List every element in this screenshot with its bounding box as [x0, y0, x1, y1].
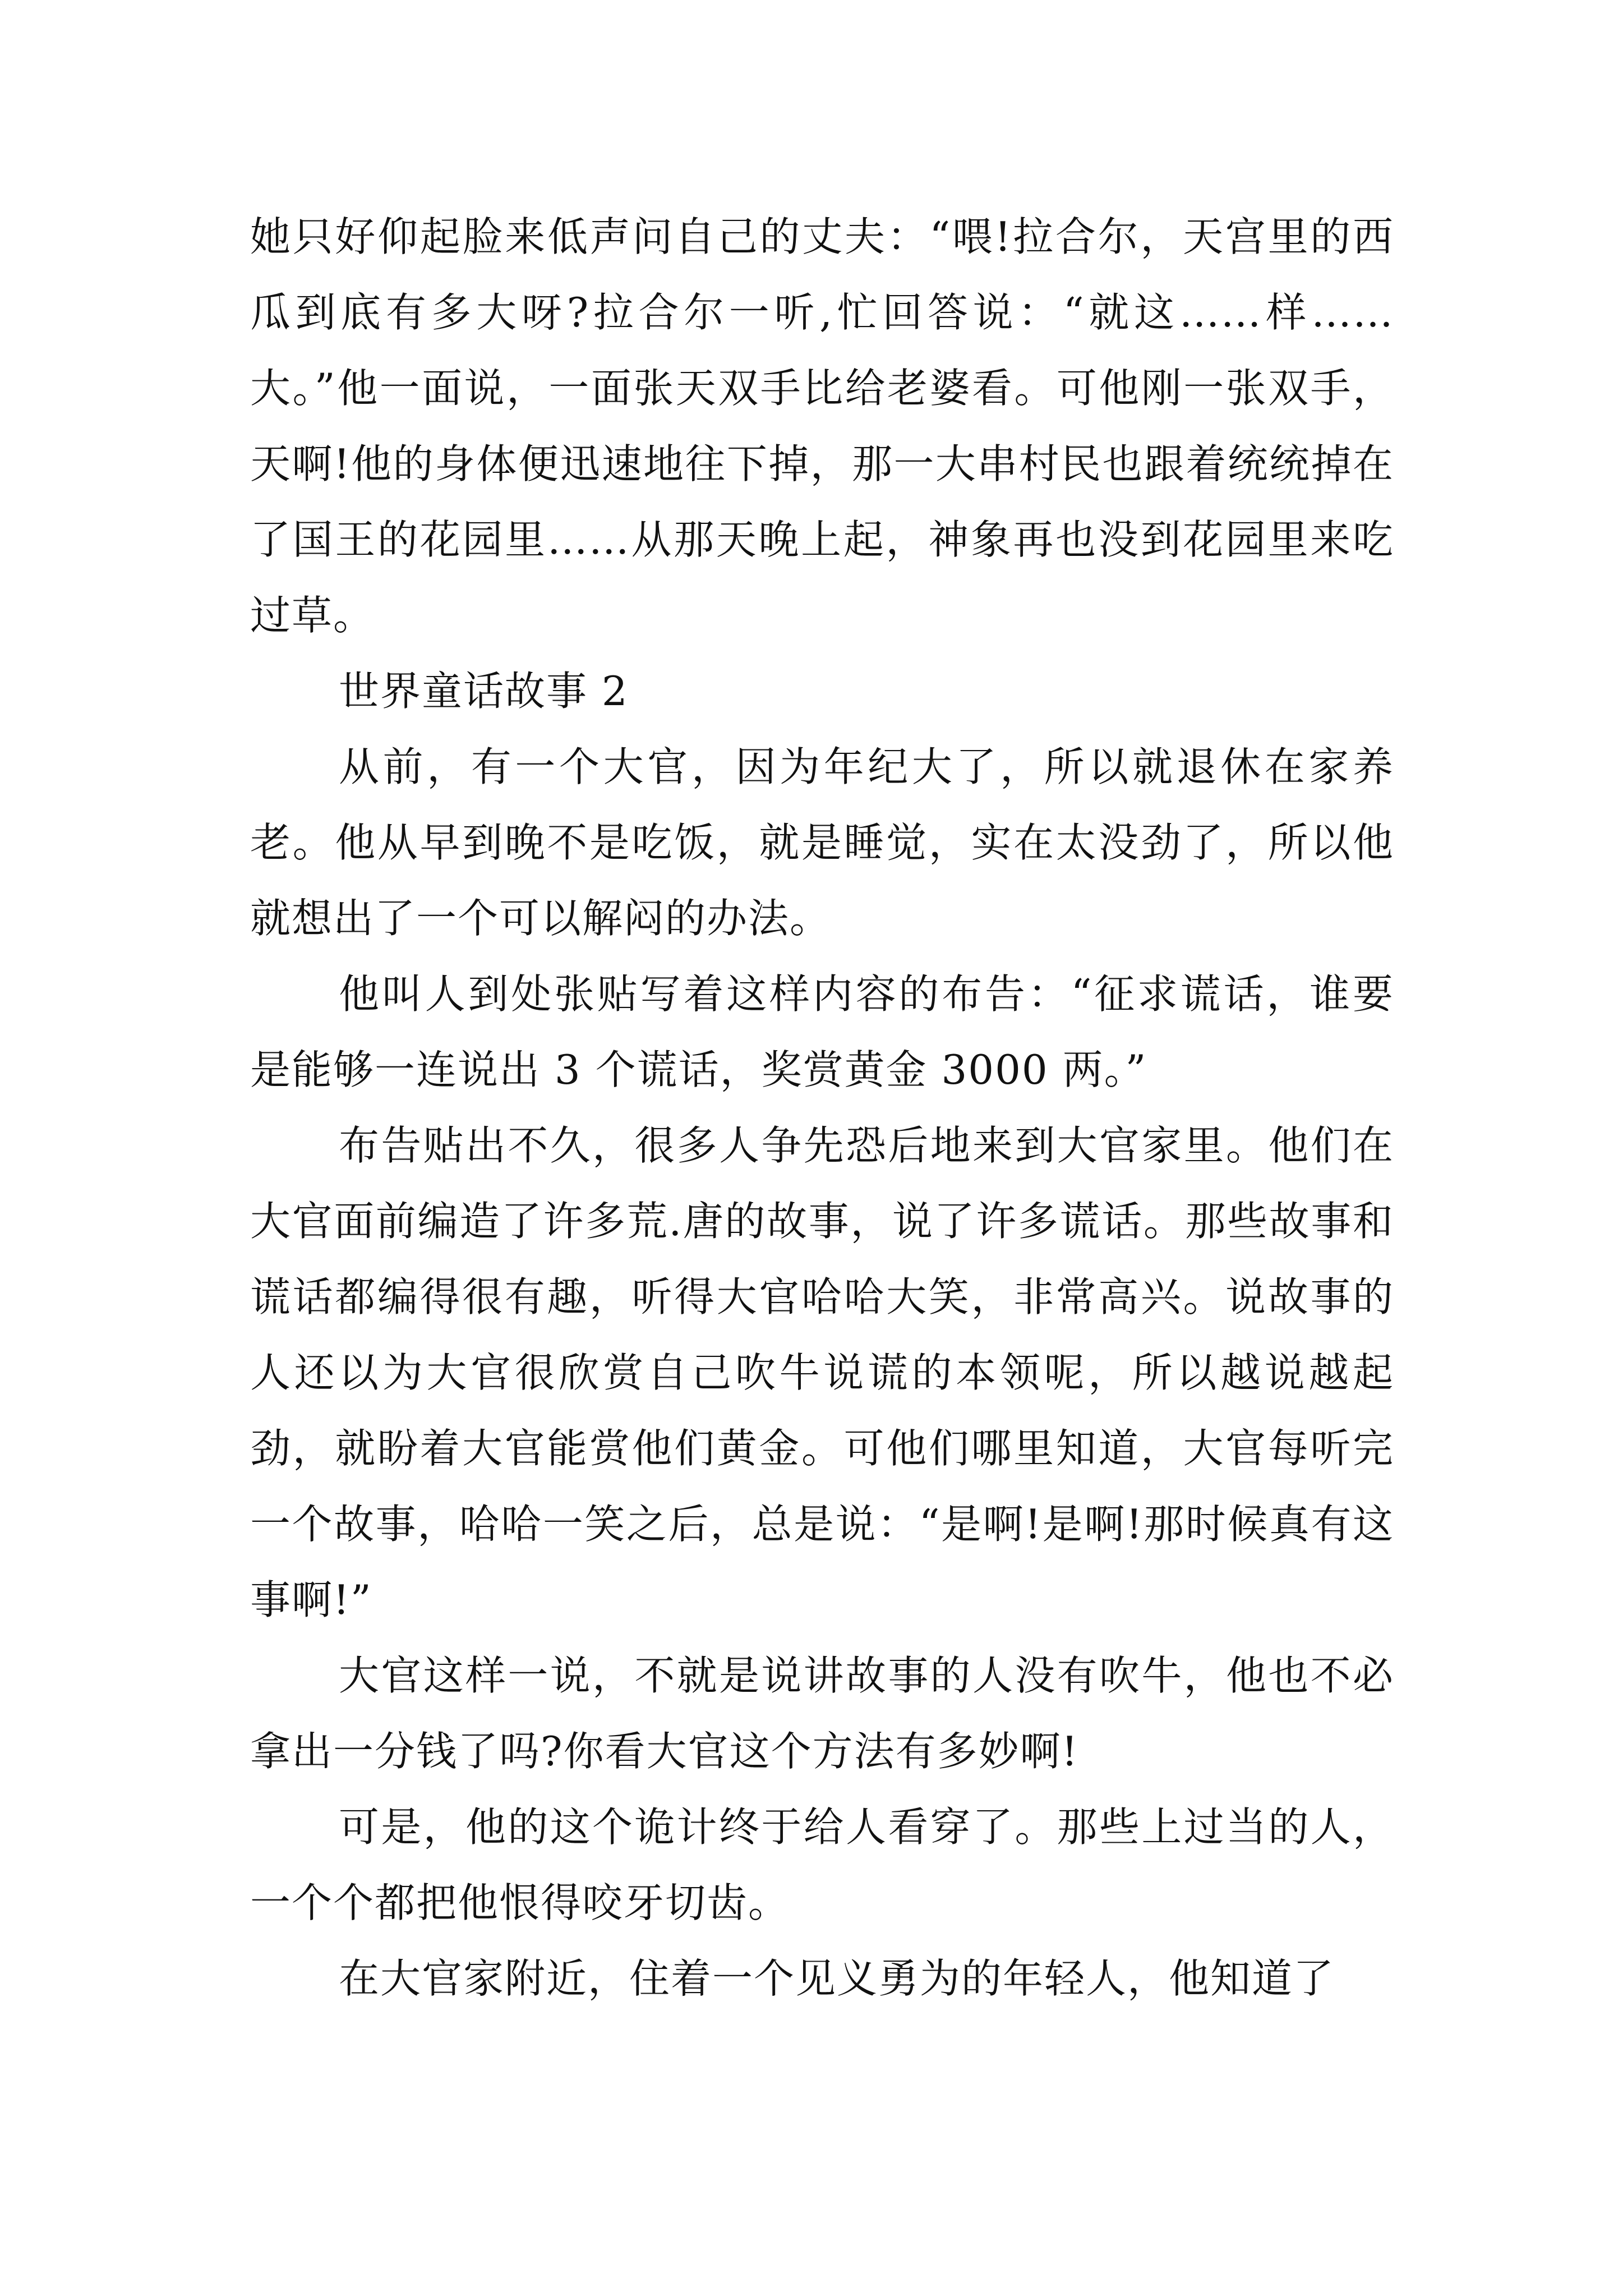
- paragraph: 在大官家附近，住着一个见义勇为的年轻人，他知道了: [339, 1955, 1335, 2002]
- paragraph: 大官这样一说，不就是说讲故事的人没有吹牛，他也不必拿出一分钱了吗?你看大官这个方法有多妙啊!: [250, 1652, 1394, 1775]
- section-title: 世界童话故事 2: [339, 668, 629, 715]
- paragraph: 布告贴出不久，很多人争先恐后地来到大官家里。他们在大官面前编造了许多荒.唐的故事，说了许多谎话。那些故事和谎话都编得很有趣，听得大官哈哈大笑，非常高兴。说故事的人还以为大官很欣赏自己吹牛说谎的本领呢，所以越说越起劲，就盼着大官能赏他们黄金。可他们哪里知道，大官每听完一个故事，哈哈一笑之后，总是说：“是啊!是啊!那时候真有这事啊!”: [250, 1122, 1394, 1623]
- document-page: [250, 199, 1394, 2017]
- paragraph: 可是，他的这个诡计终于给人看穿了。那些上过当的人，一个个都把他恨得咬牙切齿。: [250, 1803, 1394, 1926]
- paragraph: 他叫人到处张贴写着这样内容的布告：“征求谎话，谁要是能够一连说出 3 个谎话，奖赏黄金 3000 两。”: [250, 970, 1394, 1093]
- lead-paragraph: 她只好仰起脸来低声问自己的丈夫：“喂!拉合尔，天宫里的西瓜到底有多大呀?拉合尔一听,忙回答说：“就这……样……大。”他一面说，一面张天双手比给老婆看。可他刚一张双手，天啊!他的身体便迅速地往下掉，那一大串村民也跟着统统掉在了国王的花园里……从那天晚上起，神象再也没到花园里来吃过草。: [250, 213, 1394, 639]
- paragraph: 从前，有一个大官，因为年纪大了，所以就退休在家养老。他从早到晚不是吃饭，就是睡觉，实在太没劲了，所以他就想出了一个可以解闷的办法。: [250, 743, 1394, 942]
